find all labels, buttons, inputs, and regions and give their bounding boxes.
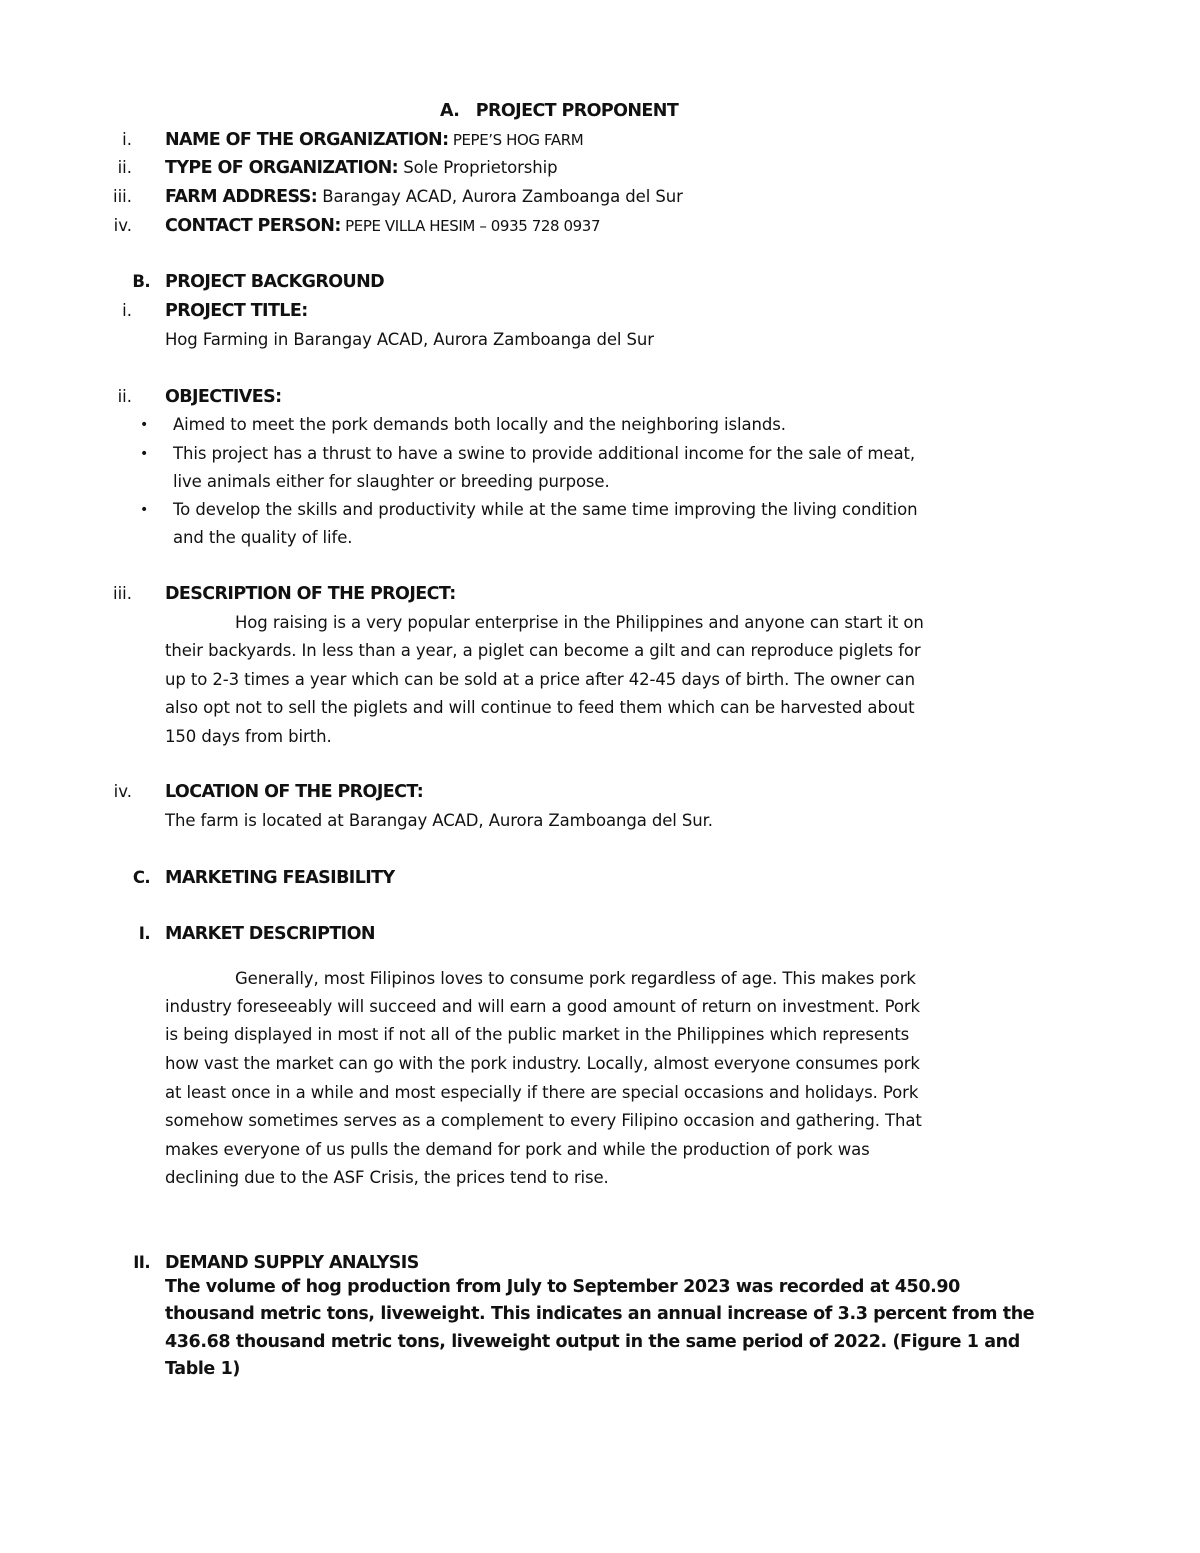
item-number: iii. <box>113 187 132 206</box>
field-label: TYPE OF ORGANIZATION: <box>165 158 399 178</box>
field-label: CONTACT PERSON: <box>165 216 341 236</box>
item-number: ii. <box>117 387 132 406</box>
section-b-letter: B. <box>132 272 150 291</box>
section-a-heading: A. PROJECT PROPONENT <box>440 101 679 121</box>
farm-address-line <box>165 186 683 208</box>
objective-line: and the quality of life. <box>173 528 353 547</box>
market-line: somehow sometimes serves as a complement to every Filipino occasion and gathering. That <box>165 1111 922 1130</box>
field-value: PEPE’S HOG FARM <box>448 131 584 149</box>
objective-line: live animals either for slaughter or breeding purpose. <box>173 472 610 491</box>
bullet-icon: • <box>140 446 149 462</box>
organization-type-line <box>165 157 558 179</box>
demand-line: The volume of hog production from July to September 2023 was recorded at 450.90 <box>165 1277 960 1297</box>
location-value: The farm is located at Barangay ACAD, Aurora Zamboanga del Sur. <box>165 811 713 830</box>
market-description-heading: MARKET DESCRIPTION <box>165 924 375 944</box>
field-value: Barangay ACAD, Aurora Zamboanga del Sur <box>317 187 683 206</box>
section-c-letter: C. <box>132 868 150 887</box>
demand-line: Table 1) <box>165 1359 240 1379</box>
item-number: i. <box>122 130 132 149</box>
demand-line: 436.68 thousand metric tons, liveweight output in the same period of 2022. (Figure 1 and <box>165 1332 1020 1352</box>
field-value: Sole Proprietorship <box>398 158 558 177</box>
objective-line: Aimed to meet the pork demands both locally and the neighboring islands. <box>173 415 786 434</box>
demand-line: thousand metric tons, liveweight. This indicates an annual increase of 3.3 percent from the <box>165 1304 1035 1324</box>
description-line: up to 2-3 times a year which can be sold at a price after 42-45 days of birth. The owner can <box>165 670 915 689</box>
project-title-label: PROJECT TITLE: <box>165 301 308 321</box>
market-line: at least once in a while and most especially if there are special occasions and holidays. Pork <box>165 1083 919 1102</box>
subsection-number: II. <box>133 1253 150 1272</box>
description-line: Hog raising is a very popular enterprise in the Philippines and anyone can start it on <box>235 613 924 632</box>
description-label: DESCRIPTION OF THE PROJECT: <box>165 584 456 604</box>
demand-supply-heading: DEMAND SUPPLY ANALYSIS <box>165 1253 419 1273</box>
bullet-icon: • <box>140 417 149 433</box>
description-line: also opt not to sell the piglets and will continue to feed them which can be harvested about <box>165 698 915 717</box>
organization-name-line <box>165 129 583 151</box>
item-number: iv. <box>113 782 132 801</box>
market-line: makes everyone of us pulls the demand for pork and while the production of pork was <box>165 1140 870 1159</box>
bullet-icon: • <box>140 502 149 518</box>
description-line: 150 days from birth. <box>165 727 332 746</box>
contact-person-line <box>165 215 600 237</box>
field-label: NAME OF THE ORGANIZATION: <box>165 130 449 150</box>
description-line: their backyards. In less than a year, a piglet can become a gilt and can reproduce piglets for <box>165 641 921 660</box>
market-line: Generally, most Filipinos loves to consume pork regardless of age. This makes pork <box>235 969 916 988</box>
market-line: how vast the market can go with the pork industry. Locally, almost everyone consumes pork <box>165 1054 920 1073</box>
item-number: i. <box>122 301 132 320</box>
project-title-value: Hog Farming in Barangay ACAD, Aurora Zamboanga del Sur <box>165 330 654 349</box>
objective-line: This project has a thrust to have a swine to provide additional income for the sale of meat, <box>173 444 915 463</box>
item-number: iv. <box>113 216 132 235</box>
section-c-heading: MARKETING FEASIBILITY <box>165 868 395 888</box>
item-number: iii. <box>113 584 132 603</box>
section-b-heading: PROJECT BACKGROUND <box>165 272 385 292</box>
objective-line: To develop the skills and productivity while at the same time improving the living condition <box>173 500 918 519</box>
market-line: declining due to the ASF Crisis, the prices tend to rise. <box>165 1168 609 1187</box>
item-number: ii. <box>117 158 132 177</box>
market-line: industry foreseeably will succeed and will earn a good amount of return on investment. Pork <box>165 997 920 1016</box>
subsection-number: I. <box>138 924 150 943</box>
field-label: FARM ADDRESS: <box>165 187 318 207</box>
location-label: LOCATION OF THE PROJECT: <box>165 782 424 802</box>
field-value: PEPE VILLA HESIM – 0935 728 0937 <box>340 217 601 235</box>
objectives-label: OBJECTIVES: <box>165 387 282 407</box>
market-line: is being displayed in most if not all of the public market in the Philippines which represents <box>165 1025 910 1044</box>
